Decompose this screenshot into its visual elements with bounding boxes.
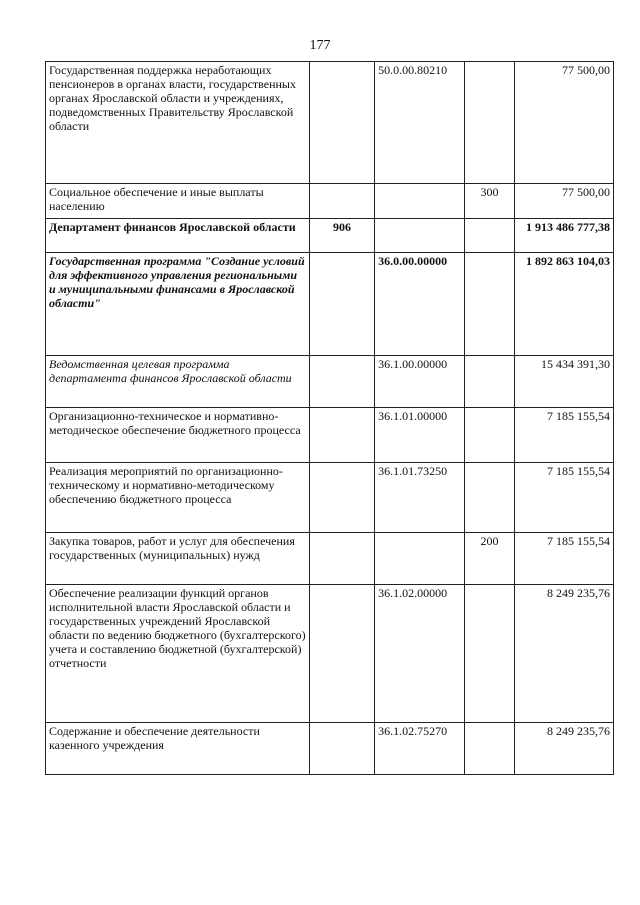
row-department [309, 533, 374, 585]
row-expense-type [465, 253, 514, 356]
row-department: 906 [309, 219, 374, 253]
row-expense-type [465, 356, 514, 408]
row-department [309, 408, 374, 463]
row-department [309, 356, 374, 408]
row-name: Организационно-техническое и нормативно-методическое обеспечение бюджетного процесса [46, 408, 310, 463]
row-target-code: 36.1.01.00000 [375, 408, 465, 463]
row-name: Государственная поддержка неработающих пенсионеров в органах власти, государственных органах Ярославской области и учреждениях, подведомственных Правительству Ярославской области [46, 62, 310, 184]
table-row [46, 253, 614, 356]
row-name: Департамент финансов Ярославской области [46, 219, 310, 253]
row-name: Содержание и обеспечение деятельности казенного учреждения [46, 723, 310, 775]
row-target-code: 36.1.01.73250 [375, 463, 465, 533]
row-amount: 8 249 235,76 [514, 585, 613, 723]
row-target-code: 36.0.00.00000 [375, 253, 465, 356]
row-expense-type: 300 [465, 184, 514, 219]
row-target-code [375, 184, 465, 219]
page-number: 177 [309, 38, 331, 53]
row-target-code: 50.0.00.80210 [375, 62, 465, 184]
row-expense-type [465, 408, 514, 463]
row-target-code: 36.1.02.00000 [375, 585, 465, 723]
row-amount: 1 913 486 777,38 [514, 219, 613, 253]
row-expense-type [465, 585, 514, 723]
row-name: Социальное обеспечение и иные выплаты населению [46, 184, 310, 219]
row-target-code [375, 219, 465, 253]
row-name: Реализация мероприятий по организационно-техническому и нормативно-методическому обеспечению бюджетного процесса [46, 463, 310, 533]
row-amount: 7 185 155,54 [514, 408, 613, 463]
row-expense-type [465, 723, 514, 775]
table-row [46, 356, 614, 408]
table-row [46, 184, 614, 219]
budget-table [45, 61, 614, 775]
row-department [309, 585, 374, 723]
row-expense-type [465, 62, 514, 184]
row-department [309, 253, 374, 356]
table-row [46, 723, 614, 775]
row-amount: 1 892 863 104,03 [514, 253, 613, 356]
table-row [46, 62, 614, 184]
row-expense-type [465, 219, 514, 253]
row-name: Закупка товаров, работ и услуг для обеспечения государственных (муниципальных) нужд [46, 533, 310, 585]
row-amount: 15 434 391,30 [514, 356, 613, 408]
row-department [309, 184, 374, 219]
row-department [309, 62, 374, 184]
row-amount: 7 185 155,54 [514, 533, 613, 585]
row-name: Обеспечение реализации функций органов исполнительной власти Ярославской области и государственных учреждений Ярославской области по ведению бюджетного (бухгалтерского) учета и составлению бюджетной (бухгалтерской) отчетности [46, 585, 310, 723]
table-row [46, 219, 614, 253]
row-amount: 77 500,00 [514, 62, 613, 184]
row-target-code: 36.1.00.00000 [375, 356, 465, 408]
row-amount: 8 249 235,76 [514, 723, 613, 775]
row-name: Государственная программа "Создание условий для эффективного управления региональными и муниципальными финансами в Ярославской области" [46, 253, 310, 356]
row-amount: 77 500,00 [514, 184, 613, 219]
row-target-code [375, 533, 465, 585]
row-amount: 7 185 155,54 [514, 463, 613, 533]
row-expense-type: 200 [465, 533, 514, 585]
table-row [46, 463, 614, 533]
row-department [309, 463, 374, 533]
row-name: Ведомственная целевая программа департамента финансов Ярославской области [46, 356, 310, 408]
row-department [309, 723, 374, 775]
table-row [46, 533, 614, 585]
table-row [46, 408, 614, 463]
table-row [46, 585, 614, 723]
row-target-code: 36.1.02.75270 [375, 723, 465, 775]
row-expense-type [465, 463, 514, 533]
